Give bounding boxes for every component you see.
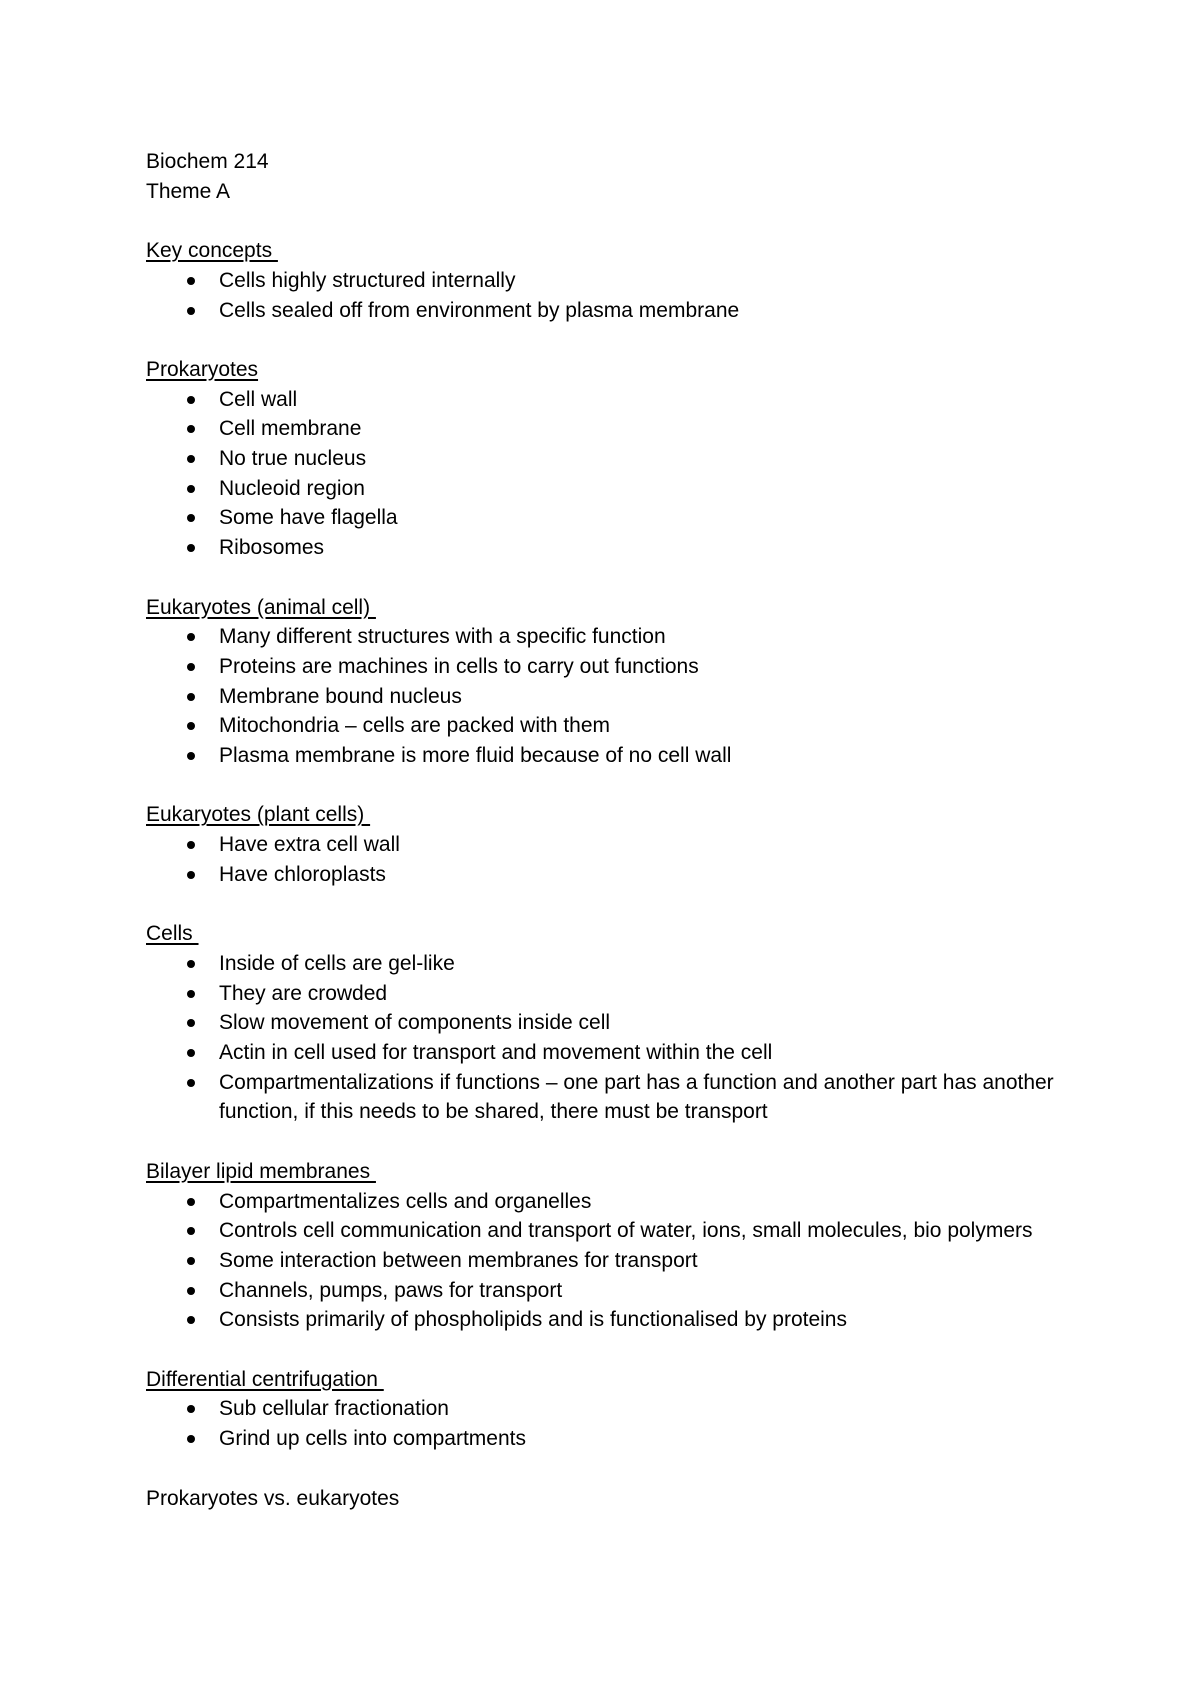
bullet-icon	[187, 1227, 195, 1235]
list-item-text: Nucleoid region	[219, 476, 365, 500]
bullet-icon	[187, 841, 195, 849]
section-heading	[146, 1157, 1076, 1187]
section-heading	[146, 1365, 1076, 1395]
list-item-text: Actin in cell used for transport and movement within the cell	[219, 1041, 773, 1065]
sections-container	[146, 236, 1076, 1483]
bullet-icon	[187, 693, 195, 701]
spacer	[146, 1127, 1076, 1157]
document-title: Biochem 214	[146, 150, 269, 173]
section-heading-text: Cells	[146, 922, 199, 946]
list-item-text: Ribosomes	[219, 536, 325, 560]
bullet-icon	[187, 1049, 195, 1057]
list-item-text: Controls cell communication and transport of water, ions, small molecules, bio polymers	[219, 1219, 1033, 1243]
bullet-icon	[187, 752, 195, 760]
list-item	[146, 830, 1076, 860]
list-item-text: Many different structures with a specific function	[219, 625, 666, 649]
section-4	[146, 919, 1076, 1157]
bullet-icon	[187, 455, 195, 463]
spacer	[146, 325, 1076, 355]
list-item-text: Proteins are machines in cells to carry out functions	[219, 654, 699, 678]
list-item-text: No true nucleus	[219, 447, 367, 470]
document-subtitle: Theme A	[146, 179, 231, 203]
list-item	[146, 533, 1076, 563]
section-3	[146, 800, 1076, 919]
list-item	[146, 622, 1076, 652]
list-item-text: Have chloroplasts	[219, 862, 386, 886]
bullet-icon	[187, 990, 195, 998]
section-2	[146, 593, 1076, 801]
bullet-icon	[187, 544, 195, 552]
section-heading	[146, 919, 1076, 949]
list-item-text: Some interaction between membranes for transport	[219, 1248, 698, 1272]
list-item	[146, 1187, 1076, 1217]
closing-heading: Prokaryotes vs. eukaryotes	[146, 1486, 400, 1510]
spacer	[146, 1454, 1076, 1484]
list-item	[146, 949, 1076, 979]
list-item	[146, 682, 1076, 712]
section-heading	[146, 355, 1076, 385]
list-item	[146, 474, 1076, 504]
list-item	[146, 1394, 1076, 1424]
list-item	[146, 1246, 1076, 1276]
bullet-icon	[187, 307, 195, 315]
list-item-text: Grind up cells into compartments	[219, 1427, 526, 1451]
list-item	[146, 979, 1076, 1009]
bullet-icon	[187, 633, 195, 641]
section-heading	[146, 593, 1076, 623]
bullet-icon	[187, 1019, 195, 1027]
spacer	[146, 1335, 1076, 1365]
bullet-icon	[187, 1435, 195, 1443]
section-0	[146, 236, 1076, 355]
bullet-icon	[187, 663, 195, 671]
section-heading	[146, 236, 1076, 266]
spacer	[146, 890, 1076, 920]
bullet-icon	[187, 425, 195, 433]
bullet-icon	[187, 277, 195, 285]
list-item	[146, 860, 1076, 890]
list-item	[146, 1038, 1076, 1068]
list-item-text: Cell wall	[219, 387, 298, 411]
list-item	[146, 296, 1076, 326]
list-item-text: Some have flagella	[219, 506, 398, 530]
list-item	[146, 385, 1076, 415]
list-item	[146, 1068, 1076, 1127]
bullet-icon	[187, 1198, 195, 1206]
list-item-text: Membrane bound nucleus	[219, 684, 462, 708]
bullet-icon	[187, 396, 195, 404]
list-item	[146, 444, 1076, 474]
list-item	[146, 1424, 1076, 1454]
bullet-list	[146, 1394, 1076, 1453]
list-item	[146, 1276, 1076, 1306]
list-item-text: They are crowded	[219, 981, 388, 1005]
bullet-icon	[187, 1316, 195, 1324]
section-heading-text: Bilayer lipid membranes	[146, 1159, 376, 1183]
section-6	[146, 1365, 1076, 1484]
list-item	[146, 711, 1076, 741]
list-item-text: Compartmentalizations if functions – one part has a function and another part has another function, if this needs to be shared, there must be transport	[219, 1070, 1054, 1124]
list-item	[146, 266, 1076, 296]
section-5	[146, 1157, 1076, 1365]
list-item	[146, 741, 1076, 771]
section-heading	[146, 800, 1076, 830]
list-item-text: Sub cellular fractionation	[219, 1397, 449, 1421]
section-heading-text: Eukaryotes (animal cell)	[146, 595, 376, 619]
section-heading-text: Prokaryotes	[146, 357, 259, 381]
list-item-text: Compartmentalizes cells and organelles	[219, 1189, 592, 1213]
list-item-text: Inside of cells are gel-like	[219, 951, 455, 975]
list-item	[146, 1305, 1076, 1335]
list-item-text: Channels, pumps, paws for transport	[219, 1278, 563, 1302]
bullet-icon	[187, 871, 195, 879]
bullet-list	[146, 949, 1076, 1127]
list-item	[146, 652, 1076, 682]
list-item	[146, 1216, 1076, 1246]
bullet-list	[146, 830, 1076, 889]
list-item-text: Slow movement of components inside cell	[219, 1011, 611, 1035]
bullet-icon	[187, 1287, 195, 1295]
list-item-text: Cells highly structured internally	[219, 268, 516, 292]
list-item-text: Plasma membrane is more fluid because of no cell wall	[219, 744, 732, 768]
list-item	[146, 1008, 1076, 1038]
list-item-text: Cells sealed off from environment by plasma membrane	[219, 298, 740, 322]
bullet-list	[146, 1187, 1076, 1336]
bullet-icon	[187, 514, 195, 522]
section-1	[146, 355, 1076, 593]
bullet-icon	[187, 1405, 195, 1413]
section-heading-text: Eukaryotes (plant cells)	[146, 803, 371, 827]
spacer	[146, 563, 1076, 593]
list-item-text: Cell membrane	[219, 417, 362, 441]
bullet-icon	[187, 960, 195, 968]
bullet-icon	[187, 1079, 195, 1087]
list-item-text: Have extra cell wall	[219, 833, 400, 857]
list-item	[146, 503, 1076, 533]
list-item-text: Consists primarily of phospholipids and is functionalised by proteins	[219, 1308, 847, 1332]
document-page	[146, 147, 1076, 1513]
spacer	[146, 771, 1076, 801]
bullet-list	[146, 622, 1076, 771]
bullet-list	[146, 385, 1076, 563]
list-item-text: Mitochondria – cells are packed with them	[219, 714, 611, 738]
list-item	[146, 414, 1076, 444]
spacer	[146, 206, 1076, 236]
section-heading-text: Differential centrifugation	[146, 1367, 384, 1391]
bullet-icon	[187, 485, 195, 493]
bullet-icon	[187, 722, 195, 730]
bullet-list	[146, 266, 1076, 325]
bullet-icon	[187, 1257, 195, 1265]
section-heading-text: Key concepts	[146, 239, 278, 263]
